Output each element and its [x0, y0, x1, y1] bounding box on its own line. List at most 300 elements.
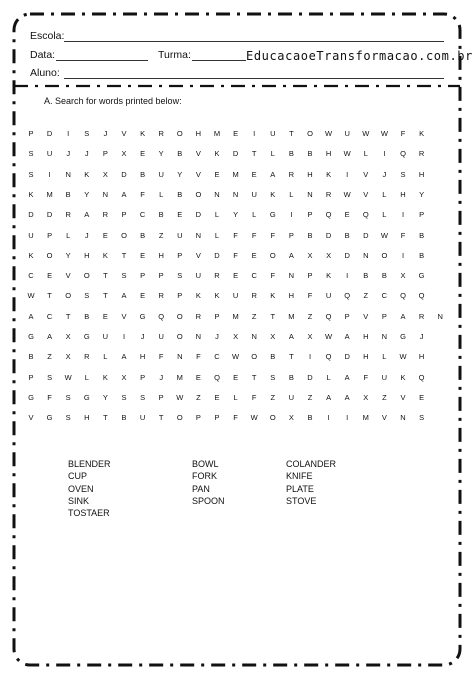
grid-letter[interactable]: Q [400, 291, 406, 301]
grid-letter[interactable]: V [195, 169, 201, 179]
grid-letter[interactable]: N [214, 189, 220, 199]
grid-letter[interactable]: O [65, 291, 72, 301]
grid-letter[interactable]: W [232, 352, 240, 362]
grid-letter[interactable]: E [140, 250, 146, 260]
grid-letter[interactable]: Y [419, 189, 425, 199]
grid-letter[interactable]: W [380, 129, 388, 138]
grid-letter[interactable]: L [103, 352, 108, 362]
grid-letter[interactable]: B [419, 250, 425, 260]
grid-letter[interactable]: W [250, 413, 258, 423]
grid-letter[interactable]: I [48, 169, 51, 179]
grid-letter[interactable]: U [232, 291, 239, 301]
grid-letter[interactable]: W [325, 332, 333, 341]
grid-letter[interactable]: B [28, 352, 34, 362]
grid-letter[interactable]: F [47, 392, 52, 402]
grid-letter[interactable]: M [232, 311, 239, 321]
grid-letter[interactable]: A [84, 210, 90, 220]
grid-letter[interactable]: B [121, 413, 127, 423]
grid-letter[interactable]: L [84, 372, 89, 382]
grid-letter[interactable]: A [270, 169, 276, 179]
grid-letter[interactable]: O [176, 311, 183, 321]
grid-letter[interactable]: X [270, 332, 276, 341]
grid-letter[interactable]: K [214, 149, 220, 159]
grid-letter[interactable]: V [121, 129, 127, 138]
grid-letter[interactable]: Q [418, 372, 425, 382]
grid-letter[interactable]: P [158, 392, 164, 402]
grid-letter[interactable]: U [251, 189, 257, 199]
grid-letter[interactable]: L [159, 189, 164, 199]
grid-letter[interactable]: B [307, 413, 313, 423]
grid-letter[interactable]: Q [158, 311, 165, 321]
grid-letter[interactable]: W [343, 149, 351, 159]
grid-letter[interactable]: B [140, 169, 146, 179]
grid-letter[interactable]: F [307, 291, 313, 301]
grid-letter[interactable]: J [215, 332, 219, 341]
grid-letter[interactable]: Y [233, 210, 239, 220]
grid-letter[interactable]: B [177, 189, 183, 199]
grid-letter[interactable]: A [47, 332, 53, 341]
grid-letter[interactable]: V [65, 271, 71, 281]
grid-letter[interactable]: I [122, 332, 126, 341]
grid-letter[interactable]: T [270, 311, 276, 321]
grid-letter[interactable]: K [140, 129, 146, 138]
grid-letter[interactable]: S [419, 413, 425, 423]
grid-letter[interactable]: K [102, 250, 108, 260]
grid-letter[interactable]: P [140, 372, 146, 382]
grid-letter[interactable]: L [382, 352, 387, 362]
grid-letter[interactable]: O [307, 129, 313, 138]
grid-letter[interactable]: U [344, 129, 350, 138]
grid-letter[interactable]: H [363, 352, 369, 362]
grid-letter[interactable]: N [177, 352, 183, 362]
grid-letter[interactable]: A [400, 311, 406, 321]
grid-letter[interactable]: J [382, 169, 387, 179]
grid-letter[interactable]: X [121, 372, 127, 382]
grid-letter[interactable]: D [46, 129, 53, 138]
grid-letter[interactable]: Z [363, 291, 369, 301]
grid-letter[interactable]: P [177, 250, 183, 260]
grid-letter[interactable]: S [65, 413, 71, 423]
grid-letter[interactable]: P [140, 271, 146, 281]
grid-letter[interactable]: X [307, 250, 313, 260]
grid-letter[interactable]: A [121, 352, 127, 362]
grid-letter[interactable]: G [83, 332, 90, 341]
grid-letter[interactable]: D [344, 250, 350, 260]
grid-letter[interactable]: U [158, 332, 164, 341]
grid-letter[interactable]: T [47, 291, 52, 301]
grid-letter[interactable]: K [214, 291, 220, 301]
grid-letter[interactable]: I [401, 210, 405, 220]
grid-letter[interactable]: W [362, 129, 370, 138]
grid-letter[interactable]: Z [307, 392, 313, 402]
grid-letter[interactable]: I [346, 271, 349, 281]
grid-letter[interactable]: A [28, 311, 34, 321]
grid-letter[interactable]: U [381, 372, 388, 382]
grid-letter[interactable]: V [195, 250, 201, 260]
grid-letter[interactable]: O [269, 413, 276, 423]
grid-letter[interactable]: P [158, 271, 164, 281]
grid-letter[interactable]: N [288, 271, 295, 281]
grid-letter[interactable]: K [326, 271, 332, 281]
grid-letter[interactable]: Z [47, 352, 52, 362]
grid-letter[interactable]: A [121, 189, 127, 199]
grid-letter[interactable]: F [196, 352, 201, 362]
grid-letter[interactable]: P [177, 291, 183, 301]
grid-letter[interactable]: D [307, 372, 313, 382]
grid-letter[interactable]: H [418, 352, 425, 362]
grid-letter[interactable]: K [400, 372, 406, 382]
grid-letter[interactable]: H [84, 413, 90, 423]
grid-letter[interactable]: N [65, 169, 71, 179]
aluno-line[interactable] [64, 78, 444, 79]
grid-letter[interactable]: G [418, 271, 425, 281]
turma-line[interactable] [192, 60, 246, 61]
grid-letter[interactable]: Y [102, 392, 108, 402]
grid-letter[interactable]: K [270, 189, 276, 199]
grid-letter[interactable]: T [103, 413, 108, 423]
grid-letter[interactable]: J [84, 149, 89, 159]
grid-letter[interactable]: T [251, 149, 257, 159]
grid-letter[interactable]: F [158, 352, 164, 362]
grid-letter[interactable]: H [363, 332, 369, 341]
grid-letter[interactable]: N [437, 311, 443, 321]
grid-letter[interactable]: O [381, 250, 388, 260]
grid-letter[interactable]: Y [158, 149, 164, 159]
grid-letter[interactable]: R [84, 352, 90, 362]
grid-letter[interactable]: B [344, 230, 350, 240]
grid-letter[interactable]: L [326, 372, 331, 382]
grid-letter[interactable]: B [288, 149, 294, 159]
grid-letter[interactable]: F [233, 250, 238, 260]
grid-letter[interactable]: R [418, 311, 425, 321]
escola-line[interactable] [64, 41, 444, 42]
grid-letter[interactable]: B [158, 210, 164, 220]
grid-letter[interactable]: E [233, 129, 239, 138]
grid-letter[interactable]: B [363, 271, 369, 281]
grid-letter[interactable]: L [382, 210, 387, 220]
grid-letter[interactable]: I [401, 250, 405, 260]
grid-letter[interactable]: U [195, 271, 202, 281]
grid-letter[interactable]: N [363, 250, 369, 260]
grid-letter[interactable]: B [307, 230, 313, 240]
grid-letter[interactable]: P [344, 311, 350, 321]
grid-letter[interactable]: V [381, 413, 387, 423]
grid-letter[interactable]: O [176, 332, 183, 341]
grid-letter[interactable]: T [103, 291, 108, 301]
grid-letter[interactable]: M [213, 129, 221, 138]
grid-letter[interactable]: R [251, 291, 257, 301]
grid-letter[interactable]: S [84, 291, 90, 301]
grid-letter[interactable]: D [344, 352, 350, 362]
grid-letter[interactable]: V [363, 169, 369, 179]
grid-letter[interactable]: Q [344, 291, 351, 301]
grid-letter[interactable]: W [380, 230, 388, 240]
grid-letter[interactable]: B [84, 311, 90, 321]
grid-letter[interactable]: E [233, 372, 239, 382]
grid-letter[interactable]: R [65, 210, 71, 220]
grid-letter[interactable]: P [214, 413, 220, 423]
grid-letter[interactable]: A [288, 332, 294, 341]
grid-letter[interactable]: V [363, 189, 369, 199]
grid-letter[interactable]: H [288, 291, 295, 301]
grid-letter[interactable]: R [288, 169, 295, 179]
grid-letter[interactable]: B [419, 230, 425, 240]
grid-letter[interactable]: X [400, 271, 406, 281]
grid-letter[interactable]: I [346, 169, 349, 179]
grid-letter[interactable]: N [232, 189, 239, 199]
grid-letter[interactable]: P [195, 413, 201, 423]
grid-letter[interactable]: D [232, 149, 239, 159]
grid-letter[interactable]: J [159, 372, 164, 382]
grid-letter[interactable]: S [121, 271, 127, 281]
grid-letter[interactable]: R [158, 291, 164, 301]
grid-letter[interactable]: C [46, 311, 53, 321]
grid-letter[interactable]: P [419, 210, 425, 220]
grid-letter[interactable]: P [28, 372, 34, 382]
grid-letter[interactable]: A [121, 291, 127, 301]
grid-letter[interactable]: H [139, 352, 146, 362]
grid-letter[interactable]: I [383, 149, 386, 159]
grid-letter[interactable]: J [84, 230, 89, 240]
grid-letter[interactable]: O [121, 230, 127, 240]
grid-letter[interactable]: E [102, 311, 108, 321]
grid-letter[interactable]: T [251, 372, 257, 382]
grid-letter[interactable]: G [46, 413, 53, 423]
grid-letter[interactable]: V [28, 413, 34, 423]
grid-letter[interactable]: O [195, 189, 202, 199]
grid-letter[interactable]: W [399, 352, 407, 362]
grid-letter[interactable]: H [195, 129, 202, 138]
grid-letter[interactable]: K [28, 250, 34, 260]
grid-letter[interactable]: I [308, 352, 312, 362]
grid-letter[interactable]: P [102, 149, 108, 159]
grid-letter[interactable]: S [28, 149, 34, 159]
grid-letter[interactable]: P [28, 129, 34, 138]
grid-letter[interactable]: D [195, 210, 202, 220]
grid-letter[interactable]: O [176, 413, 183, 423]
grid-letter[interactable]: E [140, 291, 146, 301]
grid-letter[interactable]: L [270, 149, 275, 159]
grid-letter[interactable]: F [233, 413, 238, 423]
grid-letter[interactable]: Z [307, 311, 313, 321]
grid-letter[interactable]: F [400, 129, 406, 138]
grid-letter[interactable]: E [344, 210, 350, 220]
grid-letter[interactable]: W [64, 372, 72, 382]
grid-letter[interactable]: G [83, 392, 90, 402]
grid-letter[interactable]: T [158, 413, 164, 423]
grid-letter[interactable]: G [269, 210, 276, 220]
grid-letter[interactable]: S [84, 129, 90, 138]
grid-letter[interactable]: W [27, 291, 35, 301]
grid-letter[interactable]: J [103, 129, 108, 138]
grid-letter[interactable]: U [46, 149, 53, 159]
grid-letter[interactable]: Q [325, 311, 332, 321]
grid-letter[interactable]: G [28, 392, 34, 402]
grid-letter[interactable]: M [176, 372, 183, 382]
grid-letter[interactable]: L [252, 210, 257, 220]
grid-letter[interactable]: B [140, 230, 146, 240]
grid-letter[interactable]: U [139, 413, 146, 423]
grid-letter[interactable]: L [66, 230, 71, 240]
grid-letter[interactable]: M [362, 413, 369, 423]
grid-letter[interactable]: M [288, 311, 295, 321]
grid-letter[interactable]: U [270, 129, 276, 138]
grid-letter[interactable]: P [47, 230, 53, 240]
grid-letter[interactable]: D [363, 230, 369, 240]
grid-letter[interactable]: N [381, 332, 388, 341]
grid-letter[interactable]: S [140, 392, 146, 402]
grid-letter[interactable]: V [121, 311, 127, 321]
grid-letter[interactable]: K [84, 169, 90, 179]
grid-letter[interactable]: O [251, 352, 258, 362]
grid-letter[interactable]: D [28, 210, 34, 220]
grid-letter[interactable]: L [382, 189, 387, 199]
grid-letter[interactable]: A [344, 392, 350, 402]
grid-letter[interactable]: N [195, 230, 202, 240]
grid-letter[interactable]: Z [382, 392, 387, 402]
grid-letter[interactable]: F [400, 230, 406, 240]
grid-letter[interactable]: G [400, 332, 406, 341]
grid-letter[interactable]: W [325, 129, 333, 138]
grid-letter[interactable]: S [400, 169, 406, 179]
grid-letter[interactable]: Y [177, 169, 183, 179]
grid-letter[interactable]: R [102, 210, 109, 220]
grid-letter[interactable]: H [158, 250, 164, 260]
grid-letter[interactable]: X [288, 413, 294, 423]
grid-letter[interactable]: F [270, 230, 276, 240]
grid-letter[interactable]: B [381, 271, 387, 281]
grid-letter[interactable]: T [289, 129, 294, 138]
grid-letter[interactable]: X [233, 332, 239, 341]
grid-letter[interactable]: F [251, 230, 257, 240]
grid-letter[interactable]: F [233, 230, 238, 240]
grid-letter[interactable]: A [288, 250, 294, 260]
grid-letter[interactable]: D [46, 210, 53, 220]
grid-letter[interactable]: Q [362, 210, 369, 220]
grid-letter[interactable]: B [307, 149, 313, 159]
grid-letter[interactable]: U [288, 392, 295, 402]
grid-letter[interactable]: S [28, 169, 34, 179]
grid-letter[interactable]: I [253, 129, 256, 138]
grid-letter[interactable]: K [419, 129, 425, 138]
grid-letter[interactable]: Z [196, 392, 201, 402]
grid-letter[interactable]: N [307, 189, 313, 199]
grid-letter[interactable]: A [344, 372, 350, 382]
grid-letter[interactable]: T [121, 250, 127, 260]
grid-letter[interactable]: Q [325, 352, 332, 362]
grid-letter[interactable]: P [381, 311, 387, 321]
grid-letter[interactable]: G [28, 332, 34, 341]
grid-letter[interactable]: O [46, 250, 53, 260]
grid-letter[interactable]: H [325, 149, 332, 159]
grid-letter[interactable]: S [65, 392, 71, 402]
grid-letter[interactable]: U [102, 332, 109, 341]
grid-letter[interactable]: B [65, 189, 71, 199]
grid-letter[interactable]: X [65, 352, 71, 362]
grid-letter[interactable]: C [251, 271, 257, 281]
grid-letter[interactable]: T [103, 271, 108, 281]
grid-letter[interactable]: G [139, 311, 146, 321]
grid-letter[interactable]: H [84, 250, 90, 260]
grid-letter[interactable]: S [121, 392, 127, 402]
grid-letter[interactable]: U [177, 230, 183, 240]
grid-letter[interactable]: L [233, 392, 238, 402]
grid-letter[interactable]: E [140, 149, 146, 159]
grid-letter[interactable]: D [214, 250, 220, 260]
grid-letter[interactable]: K [28, 189, 34, 199]
grid-letter[interactable]: E [47, 271, 53, 281]
grid-letter[interactable]: F [251, 392, 257, 402]
grid-letter[interactable]: S [270, 372, 276, 382]
grid-letter[interactable]: L [214, 210, 220, 220]
grid-letter[interactable]: Z [251, 311, 257, 321]
grid-letter[interactable]: E [233, 271, 239, 281]
grid-letter[interactable]: E [214, 169, 220, 179]
grid-letter[interactable]: N [400, 413, 406, 423]
grid-letter[interactable]: P [214, 311, 220, 321]
grid-letter[interactable]: Z [158, 230, 164, 240]
grid-letter[interactable]: R [418, 149, 425, 159]
grid-letter[interactable]: A [344, 332, 350, 341]
grid-letter[interactable]: I [67, 129, 70, 138]
grid-letter[interactable]: P [121, 210, 127, 220]
grid-letter[interactable]: Q [214, 372, 220, 382]
grid-letter[interactable]: A [326, 392, 332, 402]
grid-letter[interactable]: W [176, 392, 184, 402]
grid-letter[interactable]: O [269, 250, 276, 260]
grid-letter[interactable]: K [270, 291, 276, 301]
grid-letter[interactable]: C [381, 291, 388, 301]
grid-letter[interactable]: U [158, 169, 164, 179]
grid-letter[interactable]: S [177, 271, 183, 281]
grid-letter[interactable]: F [270, 271, 276, 281]
grid-letter[interactable]: N [251, 332, 257, 341]
grid-letter[interactable]: H [400, 189, 406, 199]
grid-letter[interactable]: I [346, 413, 349, 423]
grid-letter[interactable]: C [214, 352, 220, 362]
grid-letter[interactable]: J [419, 332, 424, 341]
grid-letter[interactable]: R [195, 311, 202, 321]
grid-letter[interactable]: K [326, 169, 332, 179]
grid-letter[interactable]: I [327, 413, 330, 423]
grid-letter[interactable]: X [326, 250, 332, 260]
grid-letter[interactable]: K [195, 291, 201, 301]
grid-letter[interactable]: Q [418, 291, 425, 301]
grid-letter[interactable]: E [251, 169, 257, 179]
grid-letter[interactable]: S [47, 372, 53, 382]
grid-letter[interactable]: D [121, 169, 127, 179]
grid-letter[interactable]: C [28, 271, 34, 281]
grid-letter[interactable]: D [325, 230, 332, 240]
grid-letter[interactable]: E [251, 250, 257, 260]
grid-letter[interactable]: T [65, 311, 71, 321]
grid-letter[interactable]: E [102, 230, 108, 240]
grid-letter[interactable]: U [28, 230, 34, 240]
grid-letter[interactable]: R [214, 271, 220, 281]
grid-letter[interactable]: R [158, 129, 164, 138]
grid-letter[interactable]: T [289, 352, 294, 362]
grid-letter[interactable]: O [83, 271, 90, 281]
grid-letter[interactable]: Q [400, 149, 406, 159]
grid-letter[interactable]: B [288, 372, 294, 382]
grid-letter[interactable]: E [177, 210, 183, 220]
grid-letter[interactable]: X [363, 392, 369, 402]
grid-letter[interactable]: X [102, 169, 108, 179]
grid-letter[interactable]: M [46, 189, 53, 199]
grid-letter[interactable]: Z [270, 392, 276, 402]
grid-letter[interactable]: V [363, 311, 369, 321]
grid-letter[interactable]: Y [84, 189, 90, 199]
